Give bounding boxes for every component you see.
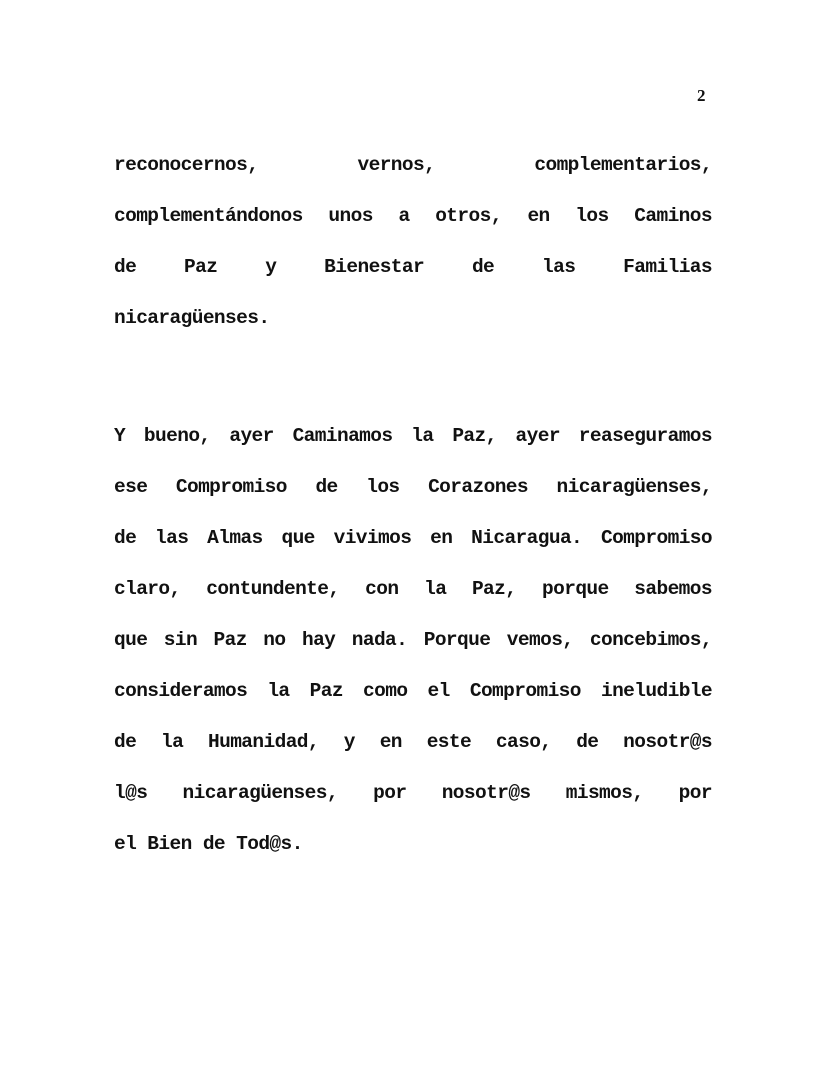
- page-number: 2: [697, 86, 706, 105]
- text-line: nicaragüenses.: [114, 307, 270, 329]
- text-line: que sin Paz no hay nada. Porque vemos, concebimos,: [114, 629, 712, 651]
- text-line: complementándonos unos a otros, en los Caminos: [114, 205, 712, 227]
- paragraph-1: [114, 140, 712, 344]
- paragraph-2: [114, 411, 712, 870]
- text-line: l@s nicaragüenses, por nosotr@s mismos, por: [114, 782, 712, 804]
- text-line: de la Humanidad, y en este caso, de nosotr@s: [114, 731, 712, 753]
- text-line: de Paz y Bienestar de las Familias: [114, 256, 712, 278]
- text-line: claro, contundente, con la Paz, porque sabemos: [114, 578, 712, 600]
- text-line: el Bien de Tod@s.: [114, 833, 303, 855]
- text-line: de las Almas que vivimos en Nicaragua. Compromiso: [114, 527, 712, 549]
- text-line: Y bueno, ayer Caminamos la Paz, ayer reaseguramos: [114, 425, 712, 447]
- text-line: reconocernos, vernos, complementarios,: [114, 154, 712, 176]
- text-line: ese Compromiso de los Corazones nicaragüenses,: [114, 476, 712, 498]
- text-line: consideramos la Paz como el Compromiso ineludible: [114, 680, 712, 702]
